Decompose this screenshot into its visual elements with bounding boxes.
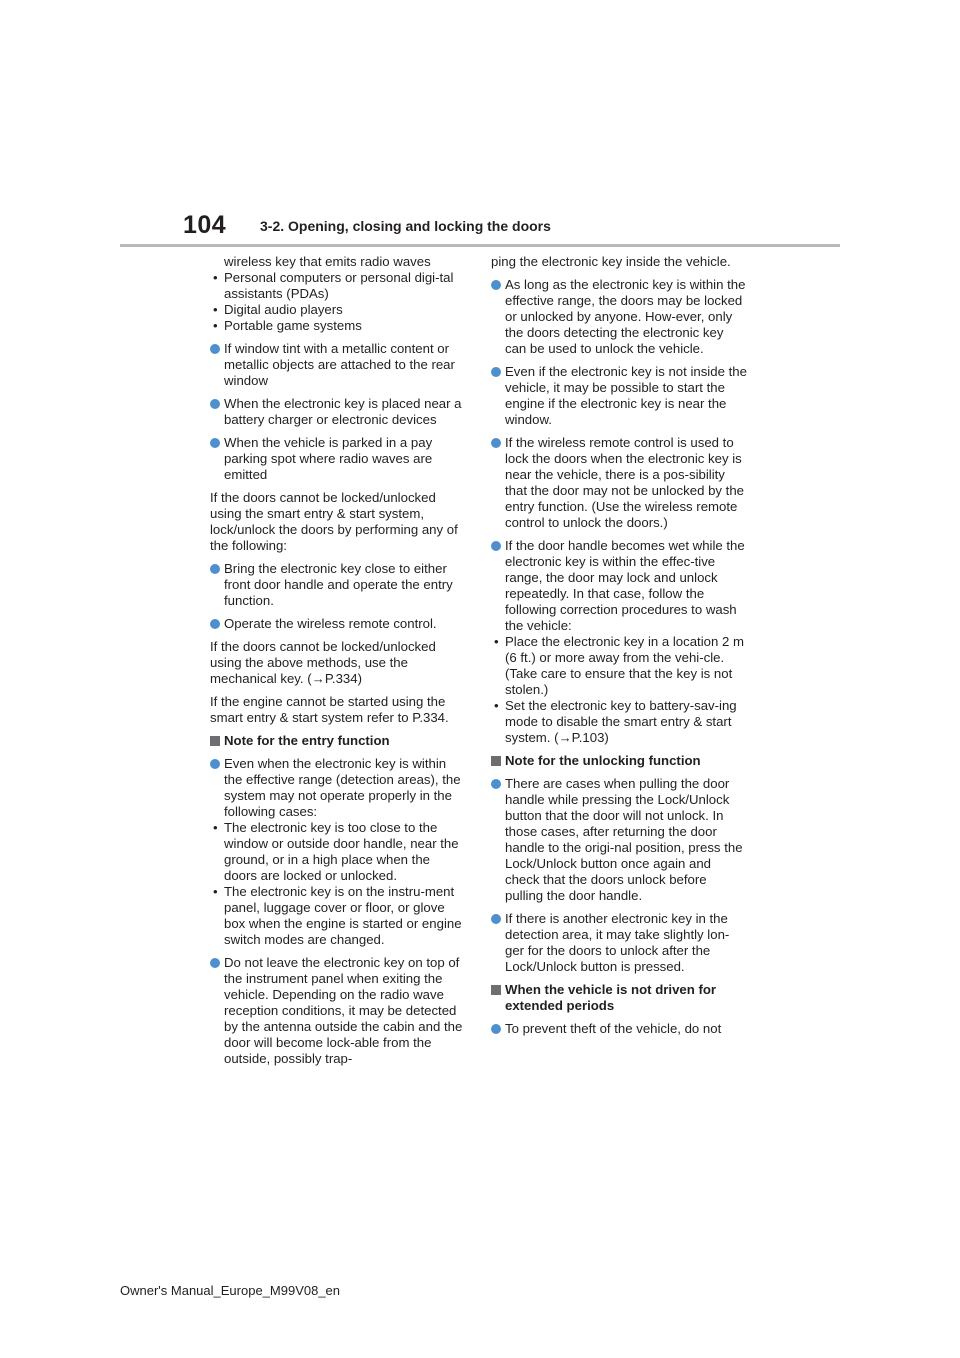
- page-number: 104: [183, 211, 227, 239]
- bullet-dot-icon: [210, 958, 220, 968]
- dash-marker-icon: •: [213, 270, 218, 285]
- paragraph: If the doors cannot be locked/unlocked using the smart entry & start system, lock/unlock the doors by performing any of the following:: [210, 490, 458, 553]
- list-item: • Set the electronic key to battery-sav-ing mode to disable the smart entry & start system. (→P.103): [494, 698, 737, 745]
- bullet-item: To prevent theft of the vehicle, do not: [491, 1021, 747, 1037]
- bullet-dot-icon: [491, 541, 501, 551]
- right-column: [491, 254, 747, 1044]
- continued-text: wireless key that emits radio waves: [224, 254, 431, 269]
- bullet-dot-icon: [210, 619, 220, 629]
- list-item: • Portable game systems: [213, 318, 362, 333]
- heading-square-icon: [491, 985, 501, 995]
- list-item: • Personal computers or personal digi-tal assistants (PDAs): [213, 270, 454, 301]
- bullet-dot-icon: [491, 914, 501, 924]
- bullet-dot-icon: [491, 438, 501, 448]
- bullet-item: Bring the electronic key close to either front door handle and operate the entry function.: [210, 561, 466, 609]
- bullet-item: If the door handle becomes wet while the electronic key is within the effec-tive range, the door may lock and unlock repeatedly. In that case, follow the following correction procedures to wash the vehicle:: [491, 538, 747, 634]
- dash-marker-icon: •: [213, 318, 218, 333]
- bullet-dot-icon: [210, 399, 220, 409]
- list-item: • The electronic key is too close to the window or outside door handle, near the ground, or in a high place when the doors are locked or unlocked.: [213, 820, 459, 883]
- bullet-dot-icon: [210, 759, 220, 769]
- bullet-item: If window tint with a metallic content or metallic objects are attached to the rear window: [210, 341, 466, 389]
- bullet-item: There are cases when pulling the door handle while pressing the Lock/Unlock button that the door will not unlock. In those cases, after returning the door handle to the origi-nal position, press the Lock/Unlock button once again and check that the doors unlock before pulling the door handle.: [491, 776, 747, 904]
- page-footer: Owner's Manual_Europe_M99V08_en: [120, 1283, 341, 1298]
- bullet-item: If there is another electronic key in the detection area, it may take slightly lon-ger for the doors to unlock after the Lock/Unlock button is pressed.: [491, 911, 747, 975]
- bullet-item: Even when the electronic key is within the effective range (detection areas), the system may not operate properly in the following cases:: [210, 756, 466, 820]
- bullet-dot-icon: [210, 564, 220, 574]
- bullet-dot-icon: [491, 1024, 501, 1034]
- bullet-item: As long as the electronic key is within the effective range, the doors may be locked or unlocked by anyone. How-ever, only the doors detecting the electronic key can be used to unlock the vehicle.: [491, 277, 747, 357]
- left-column: [210, 254, 466, 1074]
- bullet-dot-icon: [491, 280, 501, 290]
- bullet-item: Operate the wireless remote control.: [210, 616, 466, 632]
- subsection-heading: Note for the entry function: [210, 733, 466, 749]
- bullet-dot-icon: [491, 367, 501, 377]
- list-item: • Place the electronic key in a location 2 m (6 ft.) or more away from the vehi-cle. (Take care to ensure that the key is not stolen.): [494, 634, 744, 697]
- dash-marker-icon: •: [494, 698, 499, 713]
- bullet-dot-icon: [210, 438, 220, 448]
- header-divider: [120, 244, 840, 247]
- dash-marker-icon: •: [213, 302, 218, 317]
- bullet-item: Do not leave the electronic key on top of the instrument panel when exiting the vehicle. Depending on the radio wave reception conditions, it may be detected by the antenna outside the cabin and the door will become lock-able from the outside, possibly trap-: [210, 955, 466, 1067]
- page-header: [0, 0, 960, 250]
- paragraph: If the engine cannot be started using the smart entry & start system refer to P.334.: [210, 694, 449, 725]
- bullet-dot-icon: [491, 779, 501, 789]
- continued-text: ping the electronic key inside the vehicle.: [491, 254, 731, 269]
- list-item: • The electronic key is on the instru-ment panel, luggage cover or floor, or glove box when the engine is started or engine switch modes are changed.: [213, 884, 462, 947]
- heading-square-icon: [491, 756, 501, 766]
- heading-square-icon: [210, 736, 220, 746]
- dash-marker-icon: •: [213, 884, 218, 899]
- dash-marker-icon: •: [494, 634, 499, 649]
- paragraph: If the doors cannot be locked/unlocked using the above methods, use the mechanical key. (→P.334): [210, 639, 436, 686]
- bullet-item: When the electronic key is placed near a battery charger or electronic devices: [210, 396, 466, 428]
- dash-marker-icon: •: [213, 820, 218, 835]
- bullet-item: When the vehicle is parked in a pay parking spot where radio waves are emitted: [210, 435, 466, 483]
- bullet-item: If the wireless remote control is used to lock the doors when the electronic key is near the vehicle, there is a pos-sibility that the door may not be unlocked by the entry function. (Use the wireless remote control to unlock the doors.): [491, 435, 747, 531]
- section-title: 3-2. Opening, closing and locking the doors: [260, 218, 551, 234]
- list-item: • Digital audio players: [213, 302, 343, 317]
- subsection-heading: When the vehicle is not driven for extended periods: [491, 982, 747, 1014]
- subsection-heading: Note for the unlocking function: [491, 753, 747, 769]
- bullet-item: Even if the electronic key is not inside the vehicle, it may be possible to start the engine if the electronic key is near the window.: [491, 364, 747, 428]
- bullet-dot-icon: [210, 344, 220, 354]
